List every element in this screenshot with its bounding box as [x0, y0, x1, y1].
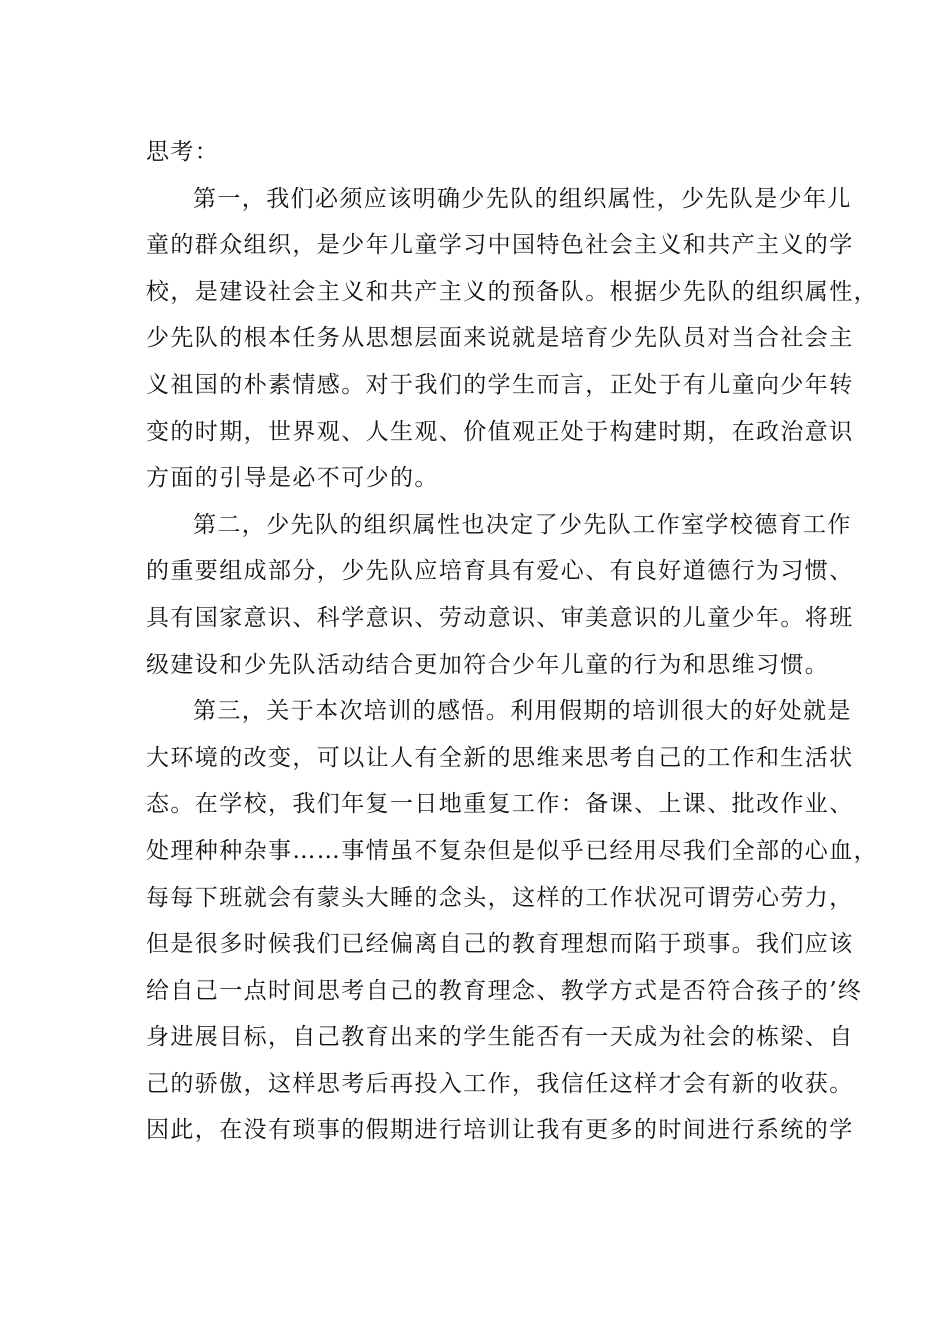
text-line: 态。在学校，我们年复一日地重复工作：备课、上课、批改作业、 — [146, 791, 854, 818]
text-line: 但是很多时候我们已经偏离自己的教育理想而陷于琐事。我们应该 — [146, 931, 854, 958]
text-line: 方面的引导是必不可少的。 — [146, 465, 439, 492]
text-line: 身进展目标，自己教育出来的学生能否有一天成为社会的栋梁、自 — [146, 1024, 854, 1051]
text-line: 少先队的根本任务从思想层面来说就是培育少先队员对当合社会主 — [146, 325, 854, 352]
paragraph-first-line: 第三，关于本次培训的感悟。利用假期的培训很大的好处就是 — [193, 698, 852, 725]
text-line: 己的骄傲，这样思考后再投入工作，我信任这样才会有新的收获。 — [146, 1070, 854, 1097]
text-line: 校，是建设社会主义和共产主义的预备队。根据少先队的组织属性， — [146, 278, 878, 305]
text-line: 童的群众组织，是少年儿童学习中国特色社会主义和共产主义的学 — [146, 232, 854, 259]
text-line: 的重要组成部分，少先队应培育具有爱心、有良好道德行为习惯、 — [146, 558, 854, 585]
text-line: 给自己一点时间思考自己的教育理念、教学方式是否符合孩子的’终 — [146, 977, 863, 1004]
text-line: 级建设和少先队活动结合更加符合少年儿童的行为和思维习惯。 — [146, 651, 830, 678]
text-line: 每每下班就会有蒙头大睡的念头，这样的工作状况可谓劳心劳力， — [146, 884, 854, 911]
paragraph-first-line: 第二，少先队的组织属性也决定了少先队工作室学校德育工作 — [193, 511, 852, 538]
text-line: 变的时期，世界观、人生观、价值观正处于构建时期，在政治意识 — [146, 418, 854, 445]
text-line: 处理种种杂事……事情虽不复杂但是似乎已经用尽我们全部的心血， — [146, 837, 878, 864]
text-line: 思考： — [146, 139, 220, 165]
document-body — [146, 129, 878, 1154]
text-line: 因此，在没有琐事的假期进行培训让我有更多的时间进行系统的学 — [146, 1117, 854, 1144]
text-line: 大环境的改变，可以让人有全新的思维来思考自己的工作和生活状 — [146, 744, 854, 771]
paragraph-first-line: 第一，我们必须应该明确少先队的组织属性，少先队是少年儿 — [193, 185, 852, 212]
text-line: 义祖国的朴素情感。对于我们的学生而言，正处于有儿童向少年转 — [146, 371, 854, 398]
text-line: 具有国家意识、科学意识、劳动意识、审美意识的儿童少年。将班 — [146, 604, 854, 631]
